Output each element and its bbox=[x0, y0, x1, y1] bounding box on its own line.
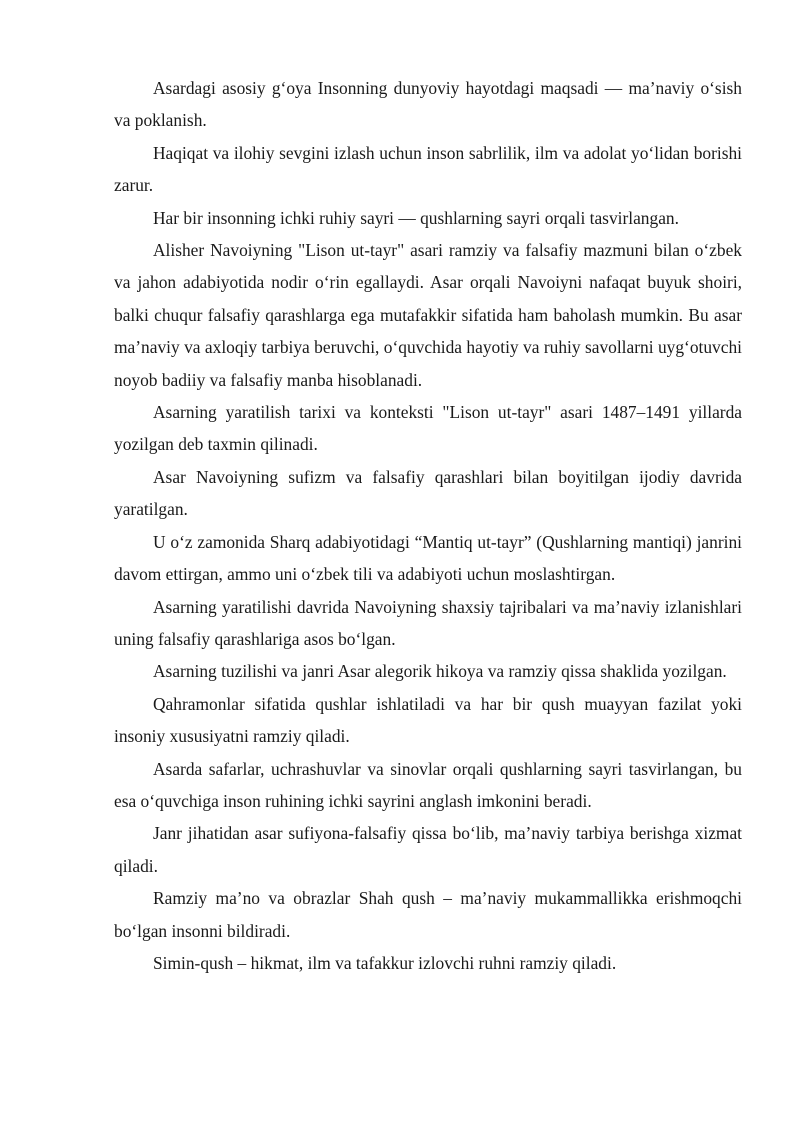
paragraph: Asar Navoiyning sufizm va falsafiy qarashlari bilan boyitilgan ijodiy davrida yaratilgan. bbox=[114, 466, 742, 520]
paragraph: U o‘z zamonida Sharq adabiyotidagi “Mantiq ut-tayr” (Qushlarning mantiqi) janrini davom ettirgan, ammo uni o‘zbek tili va adabiyoti uchun moslashtirgan. bbox=[114, 531, 742, 585]
paragraph: Qahramonlar sifatida qushlar ishlatiladi va har bir qush muayyan fazilat yoki insoniy xususiyatni ramziy qiladi. bbox=[114, 693, 742, 747]
document-body bbox=[114, 72, 742, 979]
paragraph: Ramziy ma’no va obrazlar Shah qush – ma’naviy mukammallikka erishmoqchi bo‘lgan insonni bildiradi. bbox=[114, 888, 742, 941]
paragraph: Asardagi asosiy g‘oya Insonning dunyoviy hayotdagi maqsadi — ma’naviy o‘sish va poklanish. bbox=[114, 78, 742, 131]
paragraph: Asarning tuzilishi va janri Asar alegorik hikoya va ramziy qissa shaklida yozilgan. bbox=[153, 661, 727, 682]
paragraph: Janr jihatidan asar sufiyona-falsafiy qissa bo‘lib, ma’naviy tarbiya berishga xizmat qiladi. bbox=[114, 823, 742, 876]
paragraph: Har bir insonning ichki ruhiy sayri — qushlarning sayri orqali tasvirlangan. bbox=[153, 207, 679, 228]
paragraph: Haqiqat va ilohiy sevgini izlash uchun inson sabrlilik, ilm va adolat yo‘lidan borishi zarur. bbox=[114, 142, 742, 196]
paragraph: Alisher Navoiyning "Lison ut-tayr" asari ramziy va falsafiy mazmuni bilan o‘zbek va jahon adabiyotida nodir o‘rin egallaydi. Asar orqali Navoiyni nafaqat buyuk shoiri, balki chuqur falsafiy qarashlarga ega mutafakkir sifatida ham baholash mumkin. Bu asar ma’naviy va axloqiy tarbiya beruvchi, o‘quvchida hayotiy va ruhiy savollarni uyg‘otuvchi noyob badiiy va falsafiy manba hisoblanadi. bbox=[114, 240, 742, 390]
paragraph: Asarning yaratilish tarixi va konteksti "Lison ut-tayr" asari 1487–1491 yillarda yozilgan deb taxmin qilinadi. bbox=[114, 402, 742, 455]
paragraph: Simin-qush – hikmat, ilm va tafakkur izlovchi ruhni ramziy qiladi. bbox=[153, 952, 617, 973]
paragraph: Asarning yaratilishi davrida Navoiyning shaxsiy tajribalari va ma’naviy izlanishlari uning falsafiy qarashlariga asos bo‘lgan. bbox=[114, 596, 742, 649]
paragraph: Asarda safarlar, uchrashuvlar va sinovlar orqali qushlarning sayri tasvirlangan, bu esa o‘quvchiga inson ruhining ichki sayrini anglash imkonini beradi. bbox=[114, 758, 742, 811]
